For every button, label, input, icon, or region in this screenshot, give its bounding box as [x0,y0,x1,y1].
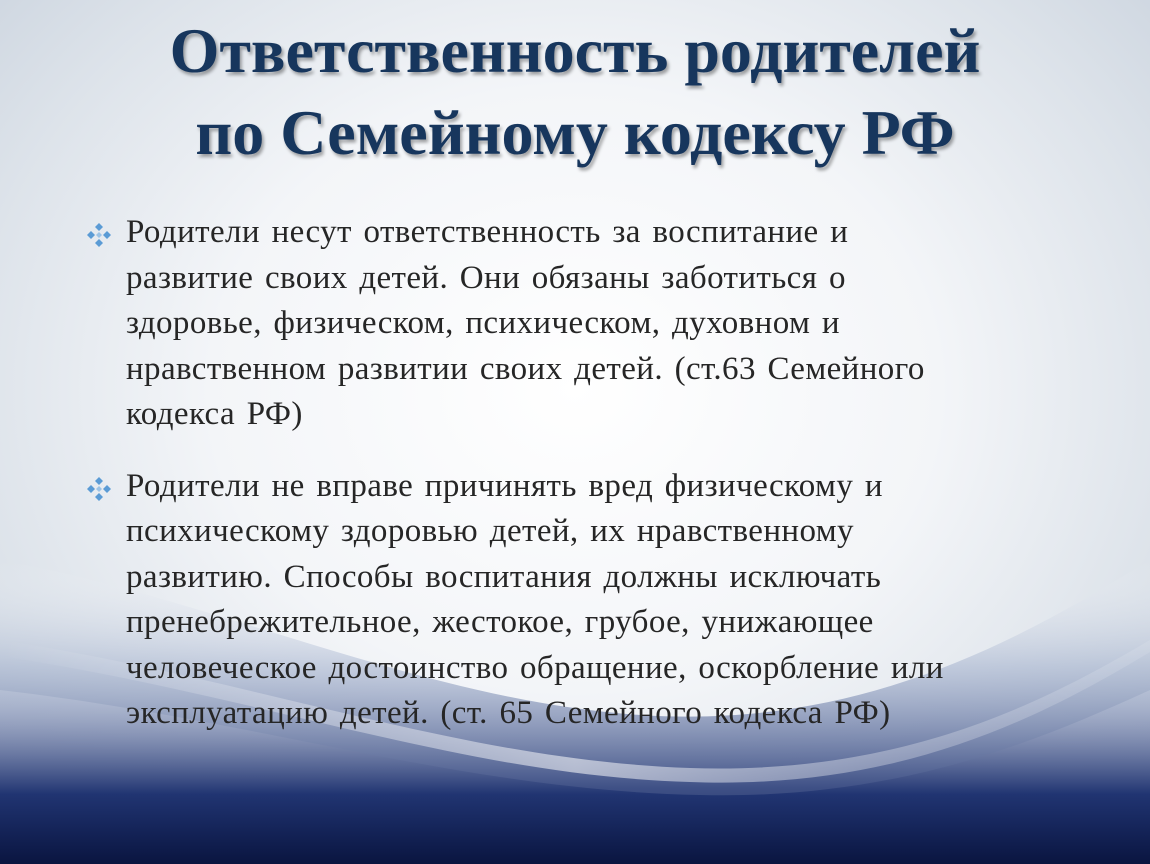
bullet-text-line: нравственном развитии своих детей. (ст.63 Семейного [126,350,925,387]
bullet-list [84,210,1044,737]
bullet-item [84,210,1044,438]
bullet-text-line: пренебрежительное, жестокое, грубое, унижающее [126,604,874,640]
bullet-text-line: эксплуатацию детей. (ст. 65 Семейного кодекса РФ) [126,695,891,731]
diamond-bullet-icon [84,220,114,250]
diamond-bullet-icon [84,474,114,504]
bullet-text-line: здоровье, физическом, психическом, духовном и [126,305,840,341]
bullet-item [84,464,1044,737]
bullet-text-line: Родители не вправе причинять вред физическому и [126,467,883,504]
bullet-text-line: Родители несут ответственность за воспитание и [126,214,849,250]
bullet-text-line: человеческое достоинство обращение, оскорбление или [126,649,944,686]
slide-title-line: Ответственность родителей [169,15,981,86]
slide-title-line: по Семейному кодексу РФ [195,97,955,168]
bullet-text-line: психическому здоровью детей, их нравственному [126,513,854,549]
bullet-text-line: развитие своих детей. Они обязаны заботиться о [126,259,846,296]
slide-title [40,10,1110,174]
bullet-text-line: развитию. Способы воспитания должны исключать [126,558,882,595]
bullet-text-line: кодекса РФ) [126,396,303,432]
